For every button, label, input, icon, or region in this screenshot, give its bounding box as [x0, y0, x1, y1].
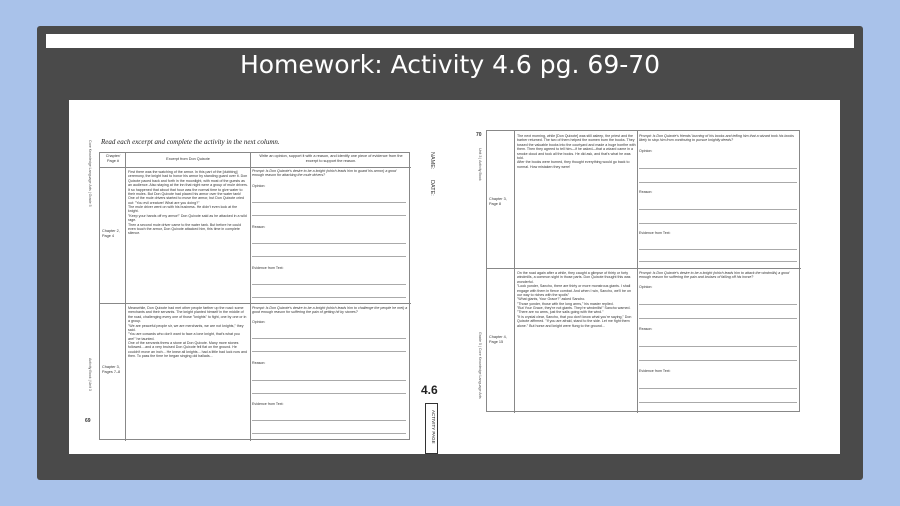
row4-opinion-line[interactable] [639, 318, 797, 319]
row1-chapter: Chapter 2, Page 4 [102, 229, 120, 238]
header-excerpt: Excerpt from Don Quixote [166, 157, 210, 161]
row2-chapter: Chapter 3, Pages 7–8 [102, 365, 121, 374]
row4-chapter: Chapter 4, Page 15 [489, 335, 507, 344]
activity-page-tab [425, 403, 438, 454]
row3-opinion-line[interactable] [639, 182, 797, 183]
row1-opinion-label: Opinion: [252, 184, 266, 188]
row2-evidence-line[interactable] [252, 420, 406, 421]
date-label: DATE: [429, 180, 435, 196]
row4-evidence-line[interactable] [639, 402, 797, 403]
row1-reason-line[interactable] [252, 256, 406, 257]
row1-opinion-line[interactable] [252, 202, 406, 203]
activity-number: 4.6 [421, 383, 438, 397]
activity-page-label: ACTIVITY PAGE [431, 410, 436, 444]
row4-evidence-line[interactable] [639, 388, 797, 389]
row2-reason-label: Reason: [252, 361, 266, 365]
row1-evidence-label: Evidence from Text: [252, 266, 284, 270]
row1-reason-line[interactable] [252, 243, 406, 244]
header-chapter: Chapter/ Page # [105, 154, 121, 163]
row4-excerpt: On the road again after a while, they caught a glimpse of thirty or forty windmills, a common sight in those parts. Don Quixote thought this was wonderful. "Look yonder, Sancho, there are thirty or more monstrous giants. I shall engage with them in fierce combat. And when I win, Sancho, we'll be on our way to riches with the spoils" "What giants, Your Grace?" asked Sancho. "Those yonder, those with the long arms," his master replied. "But Your Grace, they're not giants. They're windmills!" Sancho warned. "There are no arms, just the sails going with the wind." "It is crystal clear, Sancho, that you don't know what you're saying," Don Quixote affirmed. "If you are afraid, stand to the side. Let me fight them alone." But horse and knight were flung to the ground... [517, 271, 632, 328]
row3-reason-line[interactable] [639, 209, 797, 210]
row4-opinion-line[interactable] [639, 304, 797, 305]
row2-prompt: Prompt: Is Don Quixote's desire to be a knight (which leads him to challenge the people he met) a good enough reason for suffering the pain of getting hit by stones? [252, 306, 408, 315]
slide-title: Homework: Activity 4.6 pg. 69-70 [239, 50, 661, 79]
page-gutter [439, 100, 458, 454]
row3-opinion-line[interactable] [639, 168, 797, 169]
spine-bottom-right: Grade 5 | Core Knowledge Language Arts [478, 332, 482, 399]
row3-reason-line[interactable] [639, 223, 797, 224]
row3-evidence-label: Evidence from Text: [639, 231, 671, 235]
title-strip [46, 34, 854, 48]
row1-evidence-line[interactable] [252, 297, 406, 298]
row2-evidence-line[interactable] [252, 433, 406, 434]
row2-evidence-label: Evidence from Text: [252, 402, 284, 406]
row2-reason-line[interactable] [252, 380, 406, 381]
activity-table-left [99, 152, 410, 440]
page-number-right: 70 [476, 132, 482, 138]
row3-excerpt: The next morning, while [Don Quixote] was still asleep, the priest and the barber returned. The two of them helped the women burn the books. They tossed the valuable books into the courtyard and made a huge bonfire with them. Then they agreed to tell him—if he asked—that a wizard came in a smoke cloud and took all the books. He did ask, and that's what he was told. After the books were burned, they thought everything would go back to normal. How mistaken they were! [517, 134, 636, 169]
row4-evidence-label: Evidence from Text: [639, 369, 671, 373]
row1-opinion-line[interactable] [252, 215, 406, 216]
row1-excerpt: First there was the watching of the armor. In this part of the [dubbing] ceremony, the knight had to honor his armor by standing guard over it. Don Quixote paced back and forth in the moonlight, with most of the guests as an audience. Also staying at the inn that night were a group of mule drivers. It so happened that about that hour was the normal time to give water to their mules. But Don Quixote had placed his armor over the water tank! One of the mule drivers started to move the armor, but Don Quixote cried out: "You evil creature! What are you doing?" The mule driver went on with his business. He didn't even look at the knight. "Keep your hands off my armor!" Don Quixote said as he attacked in a wild rage. Then a second mule driver came to the water tank. But before he could even touch the armor, Don Quixote attacked him, this time in complete silence. [128, 170, 248, 236]
instructions: Read each excerpt and complete the activity in the next column. [101, 138, 280, 146]
row3-prompt: Prompt: Is Don Quixote's friends' burning of his books and telling him that a wizard took his books likely to stop him from continuing to pursue knightly deeds? [639, 134, 794, 143]
spine-bottom-left: Activity Book | Unit 3 [88, 358, 92, 391]
row3-chapter: Chapter 3, Page 8 [489, 197, 507, 206]
row3-reason-label: Reason: [639, 190, 653, 194]
row4-opinion-label: Opinion: [639, 285, 653, 289]
activity-table-right [486, 130, 800, 412]
spine-top-left: Core Knowledge Language Arts | Grade 5 [88, 140, 92, 207]
row1-evidence-line[interactable] [252, 284, 406, 285]
row3-evidence-line[interactable] [639, 261, 797, 262]
header-prompt: Write an opinion, support it with a reason, and identify one piece of evidence from the excerpt to support the reason. [259, 154, 403, 163]
row3-opinion-label: Opinion: [639, 149, 653, 153]
row4-reason-line[interactable] [639, 360, 797, 361]
row4-reason-label: Reason: [639, 327, 653, 331]
name-label: NAME: [429, 152, 435, 170]
row2-reason-line[interactable] [252, 393, 406, 394]
row2-opinion-line[interactable] [252, 351, 406, 352]
row4-reason-line[interactable] [639, 346, 797, 347]
spine-top-right: Unit 3 | Activity Book [478, 148, 482, 181]
row1-prompt: Prompt: Is Don Quixote's desire to be a knight (which leads him to guard his armor) a good enough reason for attacking the mule drivers? [252, 169, 397, 178]
page-number-left: 69 [85, 418, 91, 424]
row2-opinion-label: Opinion: [252, 320, 266, 324]
row1-reason-label: Reason: [252, 225, 266, 229]
row3-evidence-line[interactable] [639, 249, 797, 250]
activity-page-right [458, 100, 840, 454]
row2-excerpt: Meanwhile, Don Quixote had met other people farther up the road: some merchants and their servants. The knight planted himself in the middle of the road, challenging every one of those "knights" to fight, one by one or in a group. "We are peaceful people sir, we are merchants, we are not knights," they said. "You are cowards who don't want to face a lone knight, that's what you are!" he taunted. One of the servants threw a stone at Don Quixote. Many more stones followed....and a very bruised Don Quixote fell flat on the ground. He couldn't move an inch... He knew all knights... had a little bad luck now and then. To pass the time he began singing old ballads... [128, 306, 247, 359]
row4-prompt: Prompt: Is Don Quixote's desire to be a knight (which leads him to attack the windmills) a good enough reason for suffering the pain and bruises of falling off his horse? [639, 271, 790, 280]
row2-opinion-line[interactable] [252, 338, 406, 339]
activity-page-left [69, 100, 439, 454]
